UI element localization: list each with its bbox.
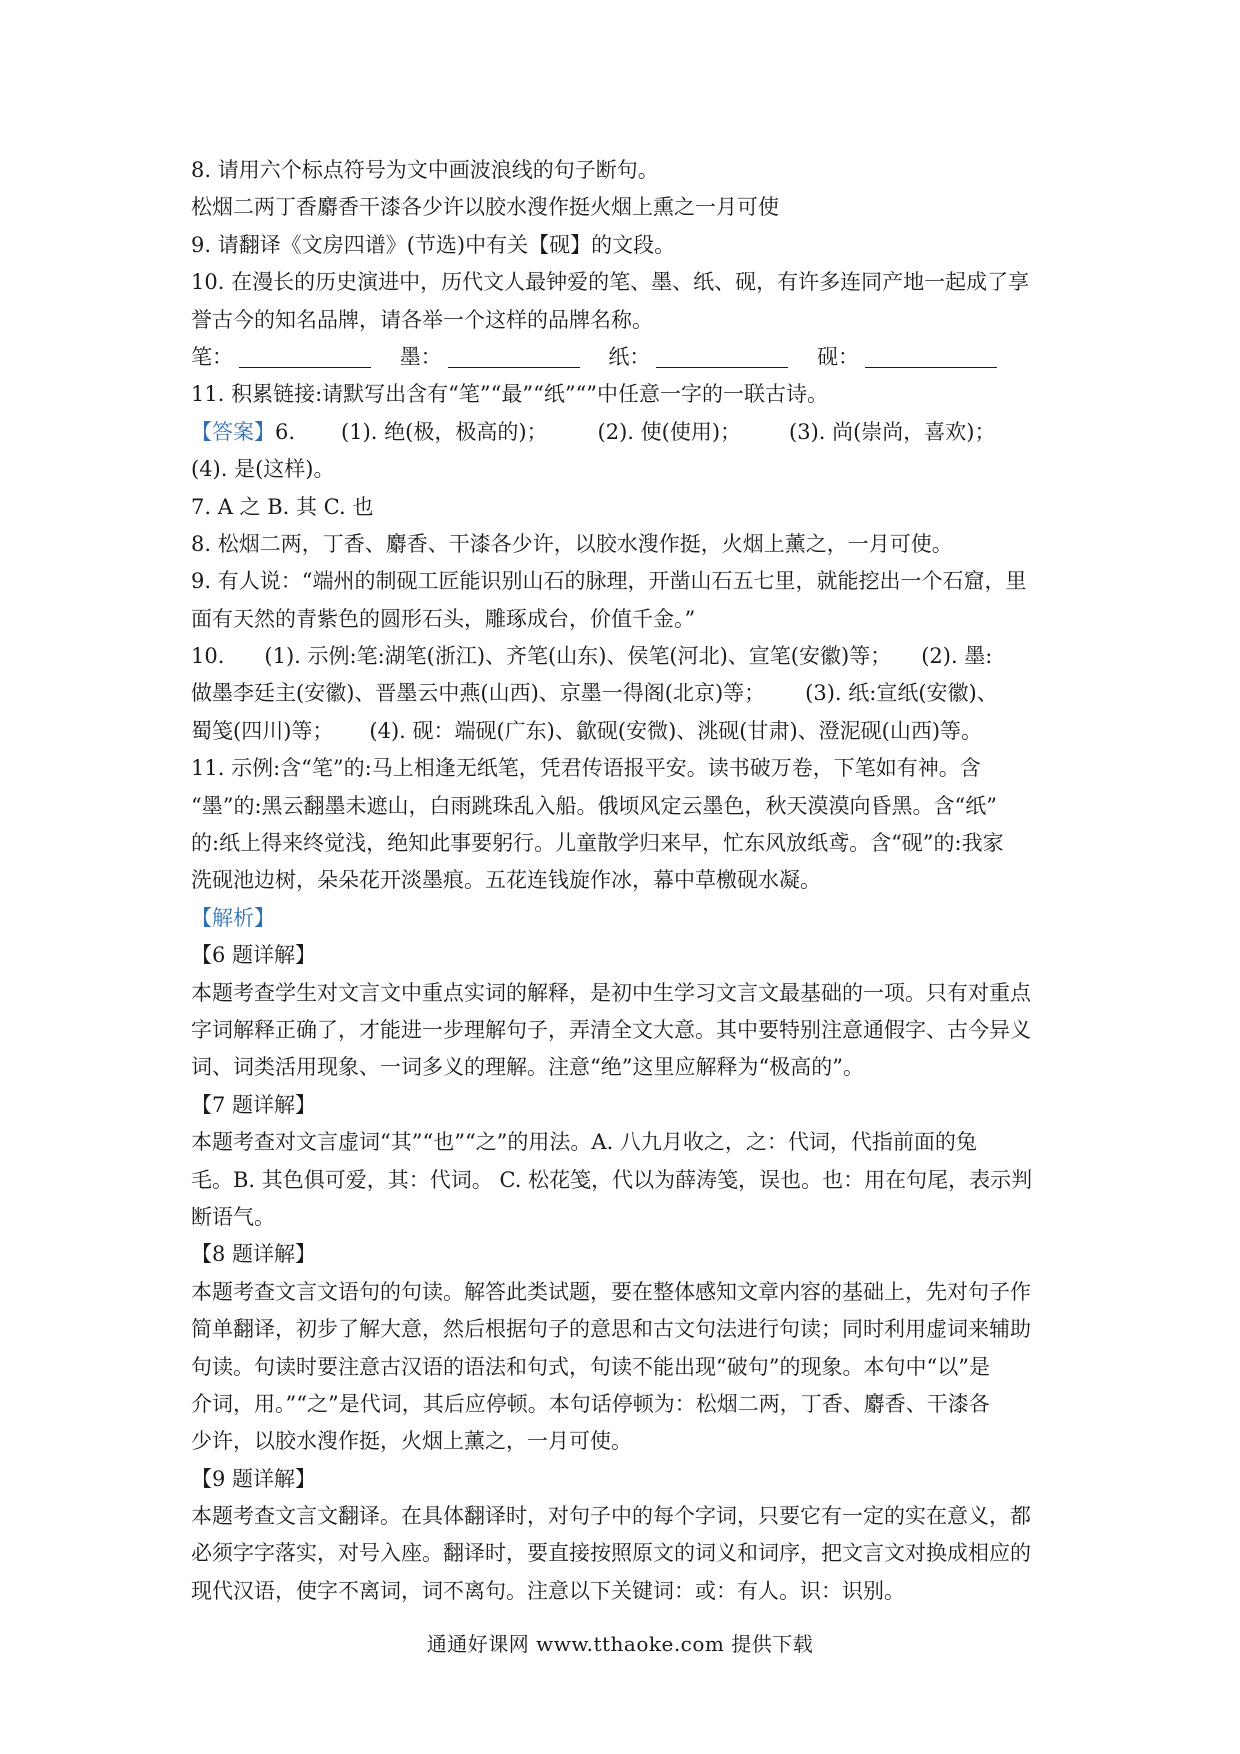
detail-9-line: 必须字字落实，对号入座。翻译时，要直接按照原文的词义和词序，把文言文对换成相应的 bbox=[191, 1541, 1031, 1566]
detail-8-line: 介词，用。”“之”是代词，其后应停顿。本句话停顿为：松烟二两，丁香、麝香、干漆各 bbox=[191, 1391, 990, 1416]
blank-label-zhi: 纸： bbox=[608, 344, 651, 369]
answer-10-line2a: 做墨李廷主(安徽)、晋墨云中燕(山西)、京墨一得阁(北京)等； bbox=[191, 681, 766, 706]
detail-6-line: 本题考查学生对文言文中重点实词的解释，是初中生学习文言文最基础的一项。只有对重点 bbox=[191, 980, 1031, 1005]
answer-10-part1: (1). 示例:笔:湖笔(浙江)、齐笔(山东)、侯笔(河北)、宣笔(安徽)等； bbox=[264, 644, 892, 669]
answer-11-line: “墨”的:黑云翻墨未遮山，白雨跳珠乱入船。俄顷风定云墨色，秋天漠漠向昏黑。含“纸” bbox=[191, 793, 998, 818]
detail-6-title: 【6 题详解】 bbox=[191, 943, 317, 968]
answer-6-line bbox=[191, 414, 1061, 451]
answer-11-line: 洗砚池边树，朵朵花开淡墨痕。五花连钱旋作冰，幕中草檄砚水凝。 bbox=[191, 868, 821, 893]
detail-9-line: 现代汉语，使字不离词，词不离句。注意以下关键词：或：有人。识：识别。 bbox=[191, 1578, 905, 1603]
answer-6-part1: (1). 绝(极，极高的)； bbox=[341, 419, 548, 444]
question-10-blanks bbox=[191, 339, 1061, 376]
answer-11-line: 的:纸上得来终觉浅，绝知此事要躬行。儿童散学归来早，忙东风放纸鸢。含“砚”的:我家 bbox=[191, 831, 1004, 856]
answer-10-line1 bbox=[191, 638, 1061, 675]
blank-line-mo bbox=[448, 345, 580, 368]
answer-6-num: 6. bbox=[275, 419, 296, 444]
question-8-sentence: 松烟二两丁香麝香干漆各少许以胶水溲作挺火烟上熏之一月可使 bbox=[191, 195, 779, 220]
answer-10-line3a: 蜀笺(四川)等； bbox=[191, 718, 334, 743]
answer-10-line3 bbox=[191, 713, 1061, 750]
blank-line-zhi bbox=[656, 345, 788, 368]
detail-7-line: 毛。B. 其色俱可爱，其：代词。 C. 松花笺，代以为薛涛笺，误也。也：用在句尾，表示判 bbox=[191, 1167, 1033, 1192]
detail-8-line: 少许，以胶水溲作挺，火烟上薰之，一月可使。 bbox=[191, 1429, 632, 1454]
answer-10-part3: (3). 纸:宣纸(安徽)、 bbox=[805, 681, 998, 706]
detail-7-line: 断语气。 bbox=[191, 1204, 275, 1229]
answer-10-line2 bbox=[191, 675, 1061, 712]
detail-7-line: 本题考查对文言虚词“其”“也”“之”的用法。A. 八九月收之，之：代词，代指前面的兔 bbox=[191, 1130, 977, 1155]
blank-line-bi bbox=[239, 345, 371, 368]
answer-8: 8. 松烟二两，丁香、麝香、干漆各少许，以胶水溲作挺，火烟上薰之，一月可使。 bbox=[191, 531, 953, 556]
answer-10-part4: (4). 砚：端砚(广东)、歙砚(安微)、洮砚(甘肃)、澄泥砚(山西)等。 bbox=[369, 718, 983, 743]
page-footer: 通通好课网 www.tthaoke.com 提供下载 bbox=[426, 1632, 814, 1656]
answer-11-line: 11. 示例:含“笔”的:马上相逢无纸笔，凭君传语报平安。读书破万卷，下笔如有神。含 bbox=[191, 756, 981, 781]
detail-8-line: 句读。句读时要注意古汉语的语法和句式，句读不能出现“破句”的现象。本句中“以”是 bbox=[191, 1354, 990, 1379]
answer-6-part2: (2). 使(使用)； bbox=[597, 419, 742, 444]
detail-8-line: 简单翻译，初步了解大意，然后根据句子的意思和古文句法进行句读；同时利用虚词来辅助 bbox=[191, 1317, 1031, 1342]
answer-10-part2: (2). 墨: bbox=[921, 644, 993, 669]
blank-label-mo: 墨： bbox=[399, 344, 442, 369]
question-11-prompt: 11. 积累链接:请默写出含有“笔”“最”“纸”“”中任意一字的一联古诗。 bbox=[191, 382, 829, 407]
detail-9-line: 本题考查文言文翻译。在具体翻译时，对句子中的每个字词，只要它有一定的实在意义，都 bbox=[191, 1504, 1031, 1529]
answer-9-line1: 9. 有人说：“端州的制砚工匠能识别山石的脉理，开凿山石五七里，就能挖出一个石窟，里 bbox=[191, 569, 1027, 594]
detail-8-line: 本题考查文言文语句的句读。解答此类试题，要在整体感知文章内容的基础上，先对句子作 bbox=[191, 1279, 1031, 1304]
blank-label-bi: 笔： bbox=[191, 344, 233, 369]
analysis-tag: 【解析】 bbox=[191, 905, 275, 930]
answer-10-num: 10. bbox=[191, 644, 225, 669]
detail-7-title: 【7 题详解】 bbox=[191, 1092, 317, 1117]
question-10-prompt-line2: 誉古今的知名品牌，请各举一个这样的品牌名称。 bbox=[191, 307, 653, 332]
answer-6-part3: (3). 尚(崇尚，喜欢)； bbox=[789, 419, 996, 444]
question-10-prompt-line1: 10. 在漫长的历史演进中，历代文人最钟爱的笔、墨、纸、砚，有许多连同产地一起成了享 bbox=[191, 270, 1030, 295]
detail-8-title: 【8 题详解】 bbox=[191, 1242, 317, 1267]
page-body bbox=[191, 152, 1061, 1610]
question-9-prompt: 9. 请翻译《文房四谱》(节选)中有关【砚】的文段。 bbox=[191, 232, 676, 257]
question-8-prompt: 8. 请用六个标点符号为文中画波浪线的句子断句。 bbox=[191, 158, 659, 182]
answer-7: 7. A 之 B. 其 C. 也 bbox=[191, 494, 374, 519]
blank-label-yan: 砚： bbox=[817, 344, 860, 369]
answer-tag: 【答案】 bbox=[191, 419, 275, 444]
answer-9-line2: 面有天然的青紫色的圆形石头，雕琢成台，价值千金。” bbox=[191, 606, 696, 631]
blank-line-yan bbox=[865, 345, 997, 368]
detail-9-title: 【9 题详解】 bbox=[191, 1466, 317, 1491]
answer-6-part4: (4). 是(这样)。 bbox=[191, 457, 335, 482]
detail-6-line: 字词解释正确了，才能进一步理解句子，弄清全文大意。其中要特别注意通假字、古今异义 bbox=[191, 1017, 1031, 1042]
detail-6-line: 词、词类活用现象、一词多义的理解。注意“绝”这里应解释为“极高的”。 bbox=[191, 1055, 864, 1080]
